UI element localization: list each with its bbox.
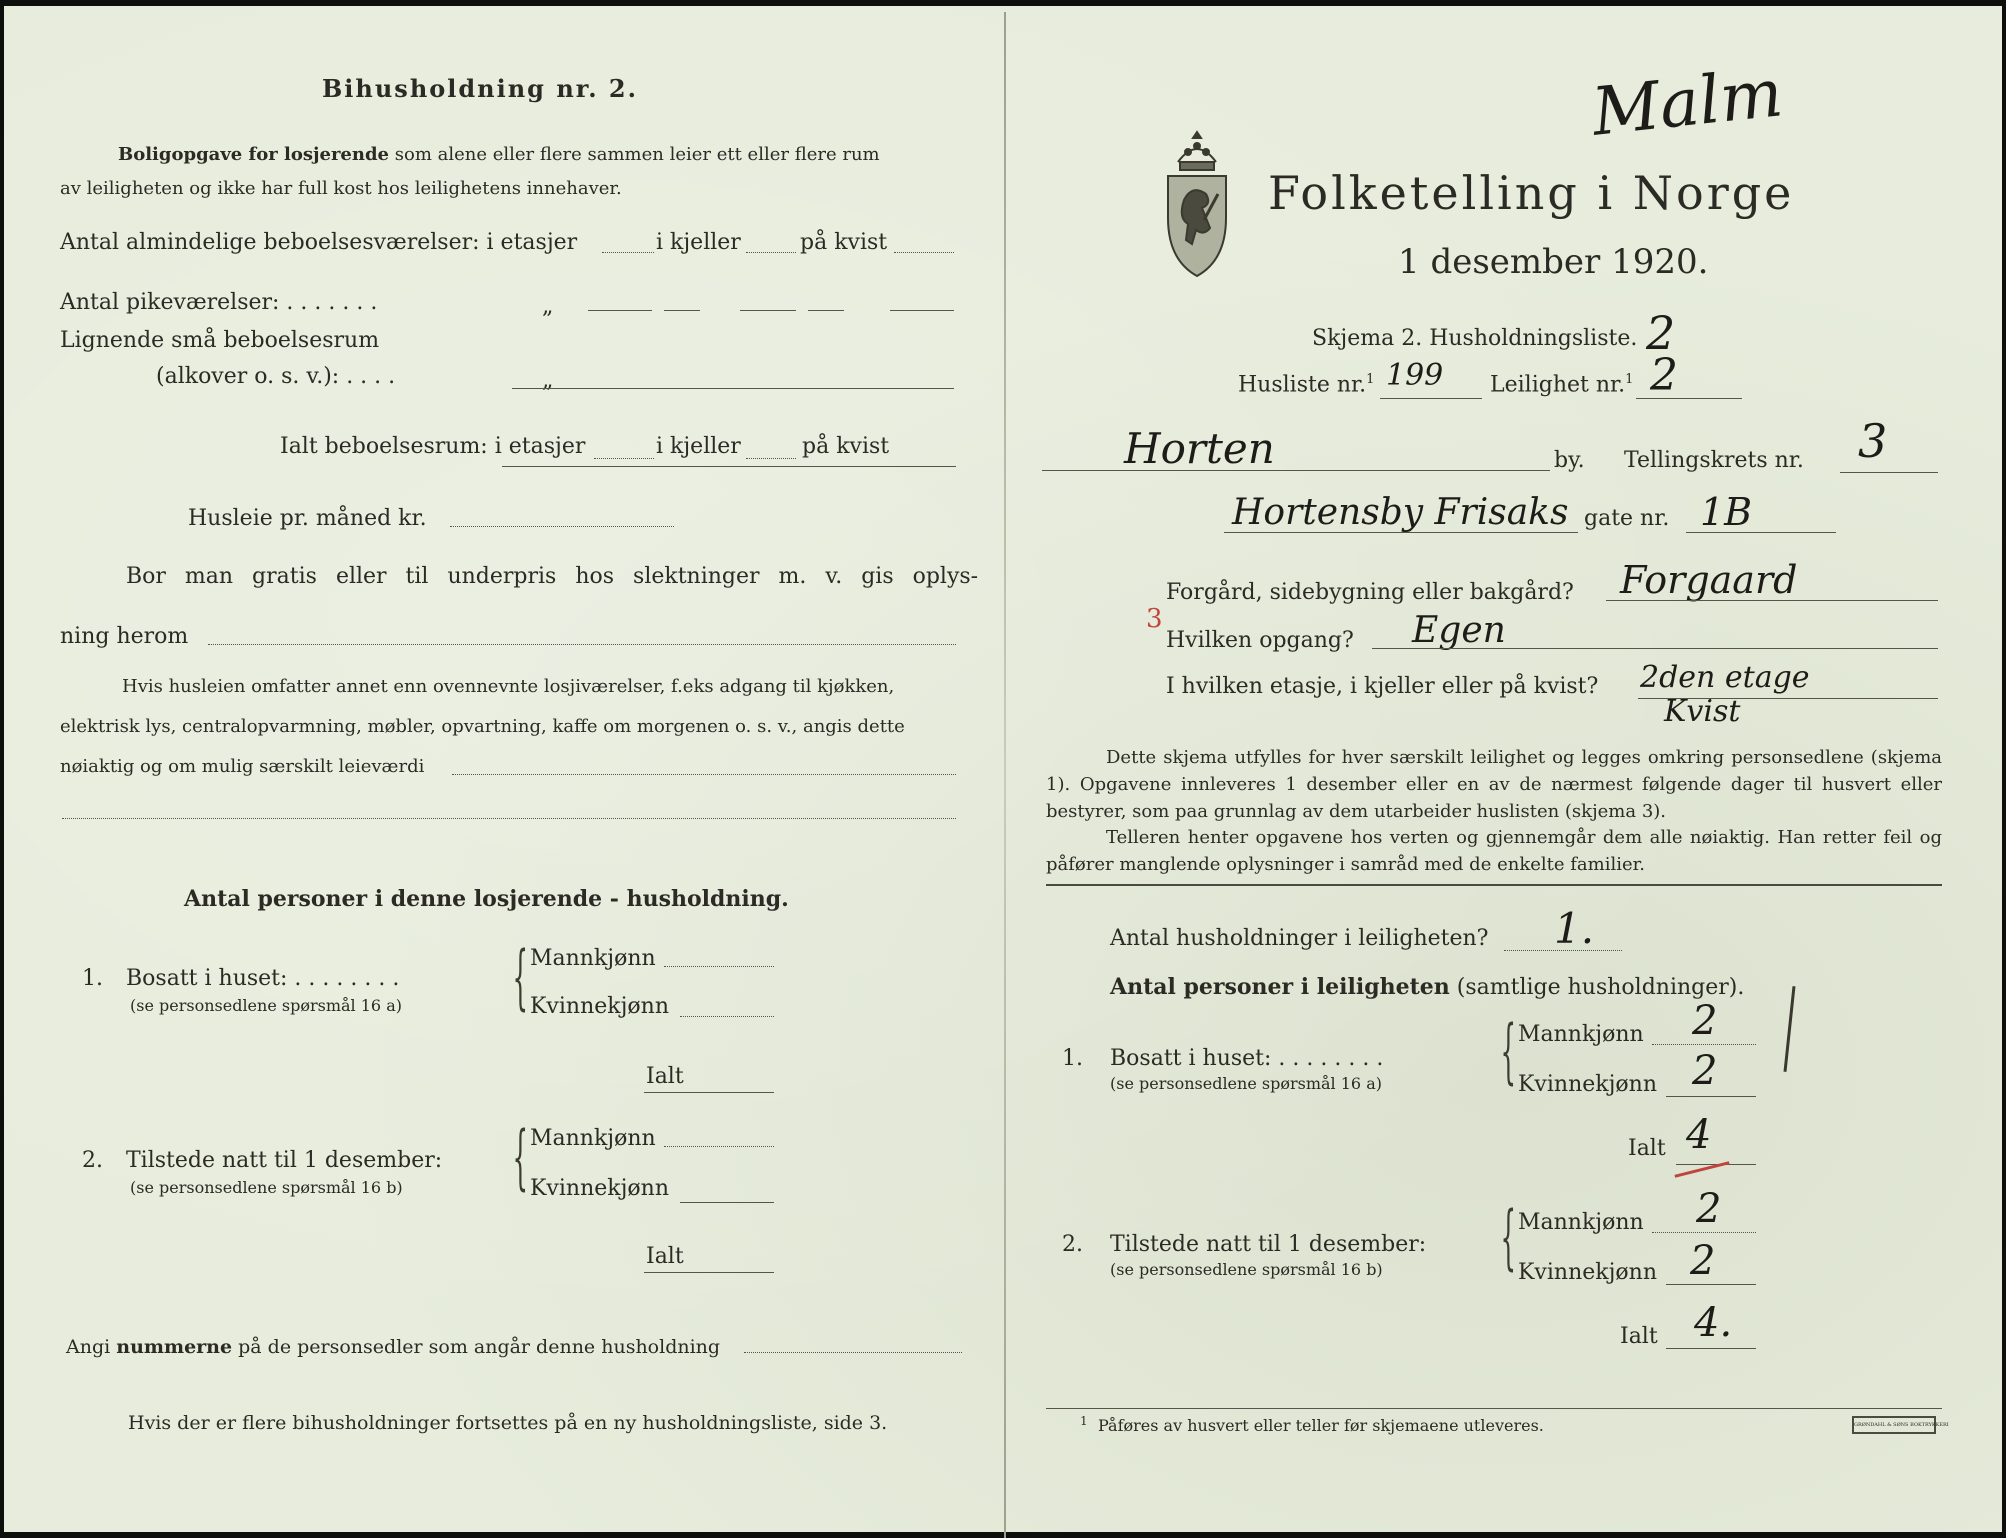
angi-prefix: Angi [66,1336,111,1358]
angi-line [66,1336,720,1358]
q2-kvinne-label: Kvinnekjønn [530,1176,669,1201]
bor-line-2: ning herom [60,624,189,649]
pike-kvist-field[interactable] [808,310,844,311]
q2-mann-label: Mannkjønn [530,1126,656,1151]
leilighet-value: 2 [1650,350,1678,401]
r-q1-brace: { [1500,1010,1517,1092]
opgang-value: Egen [1412,610,1506,651]
q2-kvinne-field[interactable] [680,1202,774,1203]
q1-mann-label: Mannkjønn [530,946,656,971]
ialt-kvist-label: på kvist [802,434,890,459]
hvis-line-3: nøiaktig og om mulig særskilt leieværdi [60,756,425,777]
by-field[interactable] [1042,470,1550,471]
r-q2-ialt-value: 4. [1694,1300,1733,1346]
q2-mann-field[interactable] [664,1146,774,1147]
leilighet-field[interactable] [1636,398,1742,399]
hvis-field-2[interactable] [62,818,956,819]
right-title: Folketelling i Norge [1268,166,1795,220]
r-q2-number: 2. [1062,1232,1083,1257]
r-q2-kvinne-label: Kvinnekjønn [1518,1260,1657,1285]
husliste-label-text: Husliste nr. [1238,372,1367,398]
gate-field[interactable] [1224,532,1578,533]
intro-bold: Boligopgave for losjerende [118,144,390,165]
r-q2-label: Tilstede natt til 1 desember: [1110,1232,1427,1257]
skjema-value: 2 [1646,306,1676,360]
ialt-etasjer-field[interactable] [594,458,654,459]
census-date: 1 desember 1920. [1398,242,1709,282]
antal-hush-value: 1. [1554,904,1595,953]
hvis-field[interactable] [452,774,956,775]
pike-kjeller-field[interactable] [664,310,700,311]
by-label: by. [1554,448,1585,473]
antal-pers-bold: Antal personer i leiligheten [1110,974,1450,1000]
skjema-label: Skjema 2. Husholdningsliste. [1312,326,1638,351]
q2-label: Tilstede natt til 1 desember: [126,1148,443,1173]
gate-label: gate nr. [1584,506,1670,531]
footnote-text: Påføres av husvert eller teller før skjemaene utleveres. [1098,1416,1544,1435]
instructions-1: Dette skjema utfylles for hver særskilt leilighet og legges omkring personsedlene (skjema 1). Opgavene innleveres 1 desember eller en av de nærmest følgende dager til husvert eller bestyrer, som paa grunnlag av dem utarbeider huslisten (skjema 3). [1046,747,1942,822]
lignende-line-1: Lignende små beboelsesrum [60,328,380,353]
tellingskrets-label: Tellingskrets nr. [1624,448,1804,473]
husliste-label [1238,372,1374,397]
signature: Malm [1588,54,1787,151]
r-q1-kvinne-field[interactable] [1666,1096,1756,1097]
gate-nr-field[interactable] [1686,532,1836,533]
lignende-field-line[interactable] [512,388,954,389]
hvis-line-1: Hvis husleien omfatter annet enn ovennevnte losjiværelser, f.eks adgang til kjøkken, [122,676,895,697]
angi-rest: på de personsedler som angår denne husholdning [238,1336,721,1358]
r-q1-ialt-value: 4 [1686,1112,1712,1158]
opgang-label: Hvilken opgang? [1166,628,1354,653]
antal-hush-label: Antal husholdninger i leiligheten? [1110,926,1489,951]
q1-mann-field[interactable] [664,966,774,967]
bor-field[interactable] [208,644,956,645]
etasje-value-2: Kvist [1664,694,1741,729]
ialt-rooms-label: Ialt beboelsesrum: i etasjer [280,434,586,459]
tellingskrets-value: 3 [1858,414,1888,468]
r-q1-mann-field[interactable] [1652,1044,1756,1045]
rooms-label: Antal almindelige beboelsesværelser: i etasjer [60,230,578,255]
etasje-value-1: 2den etage [1640,660,1810,695]
ditto-mark-2: „ [542,368,554,393]
lignende-line-2: (alkover o. s. v.): . . . . [156,364,396,389]
ialt-underline [502,466,956,467]
intro-rest: som alene eller flere sammen leier ett eller flere rum [394,144,880,165]
intro-line-2: av leiligheten og ikke har full kost hos leilighetens innehaver. [60,178,622,199]
r-q2-mann-value: 2 [1696,1186,1722,1232]
bor-line-1: Bor man gratis eller til underpris hos slektninger m. v. gis oplys- [126,564,979,589]
r-q1-mann-value: 2 [1692,998,1718,1044]
q2-sub: (se personsedlene spørsmål 16 b) [130,1178,403,1197]
r-q1-kvinne-value: 2 [1692,1048,1718,1094]
left-title: Bihusholdning nr. 2. [322,74,638,103]
angi-field[interactable] [744,1352,962,1353]
tellingskrets-field[interactable] [1840,472,1938,473]
q1-brace: { [512,936,529,1018]
r-q1-mann-label: Mannkjønn [1518,1022,1644,1047]
q2-ialt-field[interactable] [644,1272,774,1273]
rooms-kvist-field[interactable] [894,252,954,253]
r-q2-ialt-field[interactable] [1666,1348,1756,1349]
leilighet-footnote-mark: 1 [1625,372,1634,387]
q2-number: 2. [82,1148,103,1173]
instructions-2: Telleren henter opgavene hos verten og gjennemgår dem alle nøiaktig. Han retter feil og påfører manglende oplysninger i samråd med de enkelte familier. [1046,827,1942,875]
forgaard-label: Forgård, sidebygning eller bakgård? [1166,580,1574,605]
by-value: Horten [1124,424,1275,473]
opgang-field[interactable] [1372,648,1938,649]
q1-label: Bosatt i huset: . . . . . . . . [126,966,400,991]
leilighet-label [1490,372,1633,397]
antal-pers-heading [1110,974,1744,1000]
pike-label: Antal pikeværelser: . . . . . . . [60,290,378,315]
r-q2-mann-label: Mannkjønn [1518,1210,1644,1235]
etasje-field[interactable] [1638,698,1938,699]
husleie-field[interactable] [450,526,674,527]
forgaard-value: Forgaard [1620,558,1798,602]
census-form-sheet [4,6,2002,1532]
husliste-footnote-mark: 1 [1366,372,1375,387]
gate-nr-value: 1B [1700,490,1753,534]
gate-value: Hortensby Frisaks [1232,492,1569,533]
intro-line-1 [118,144,880,165]
r-q1-kvinne-label: Kvinnekjønn [1518,1072,1657,1097]
r-q2-kvinne-field[interactable] [1666,1284,1756,1285]
right-page-husholdningsliste [1006,6,2002,1532]
r-q1-sub: (se personsedlene spørsmål 16 a) [1110,1074,1382,1093]
pike-etasjer-field[interactable] [588,310,652,311]
rooms-etasjer-field[interactable] [602,252,654,253]
r-q2-brace: { [1500,1196,1517,1278]
q1-ialt-label: Ialt [646,1064,684,1089]
left-footer: Hvis der er flere bihusholdninger fortsettes på en ny husholdningsliste, side 3. [128,1412,888,1434]
antal-pers-rest: (samtlige husholdninger). [1456,975,1745,1000]
footnote-rule [1046,1408,1942,1409]
r-q2-ialt-label: Ialt [1620,1324,1658,1349]
q2-brace: { [512,1116,529,1198]
pike-kjeller-field-2[interactable] [740,310,796,311]
antal-heading: Antal personer i denne losjerende - husholdning. [184,886,789,912]
rooms-kjeller-label: i kjeller [656,230,741,255]
q1-number: 1. [82,966,103,991]
q2-ialt-label: Ialt [646,1244,684,1269]
r-q2-mann-field[interactable] [1652,1232,1756,1233]
antal-hush-field[interactable] [1504,950,1622,951]
r-q1-number: 1. [1062,1046,1083,1071]
q1-ialt-field[interactable] [644,1092,774,1093]
rooms-kvist-label: på kvist [800,230,888,255]
pike-kvist-field-2[interactable] [890,310,954,311]
q1-sub: (se personsedlene spørsmål 16 a) [130,996,402,1015]
r-q1-ialt-label: Ialt [1628,1136,1666,1161]
ialt-kjeller-field[interactable] [746,458,796,459]
left-page-bihusholdning [4,6,1004,1532]
angi-bold: nummerne [116,1336,233,1358]
r-q2-sub: (se personsedlene spørsmål 16 b) [1110,1260,1383,1279]
forgaard-field[interactable] [1606,600,1938,601]
husleie-label: Husleie pr. måned kr. [188,506,427,531]
check-mark-stroke [1784,986,1796,1072]
printer-mark: GRØNDAHL & SØNS BOKTRYKKERI [1852,1416,1936,1434]
husliste-value: 199 [1386,358,1444,393]
leilighet-label-text: Leilighet nr. [1490,372,1626,398]
etasje-label: I hvilken etasje, i kjeller eller på kvist? [1166,674,1599,699]
footnote-mark: 1 [1080,1414,1088,1428]
r-q1-label: Bosatt i huset: . . . . . . . . [1110,1046,1384,1071]
ialt-kjeller-label: i kjeller [656,434,741,459]
norway-coat-of-arms-icon [1160,128,1234,280]
opgang-margin-mark: 3 [1146,604,1163,634]
r-q2-kvinne-value: 2 [1690,1238,1716,1284]
hvis-line-2: elektrisk lys, centralopvarmning, møbler, opvartning, kaffe om morgenen o. s. v., angis dette [60,716,905,737]
rooms-kjeller-field[interactable] [746,252,796,253]
husliste-field[interactable] [1380,398,1482,399]
q1-kvinne-field[interactable] [680,1016,774,1017]
q1-kvinne-label: Kvinnekjønn [530,994,669,1019]
ditto-mark: „ [542,294,554,319]
instructions-rule [1046,884,1942,886]
